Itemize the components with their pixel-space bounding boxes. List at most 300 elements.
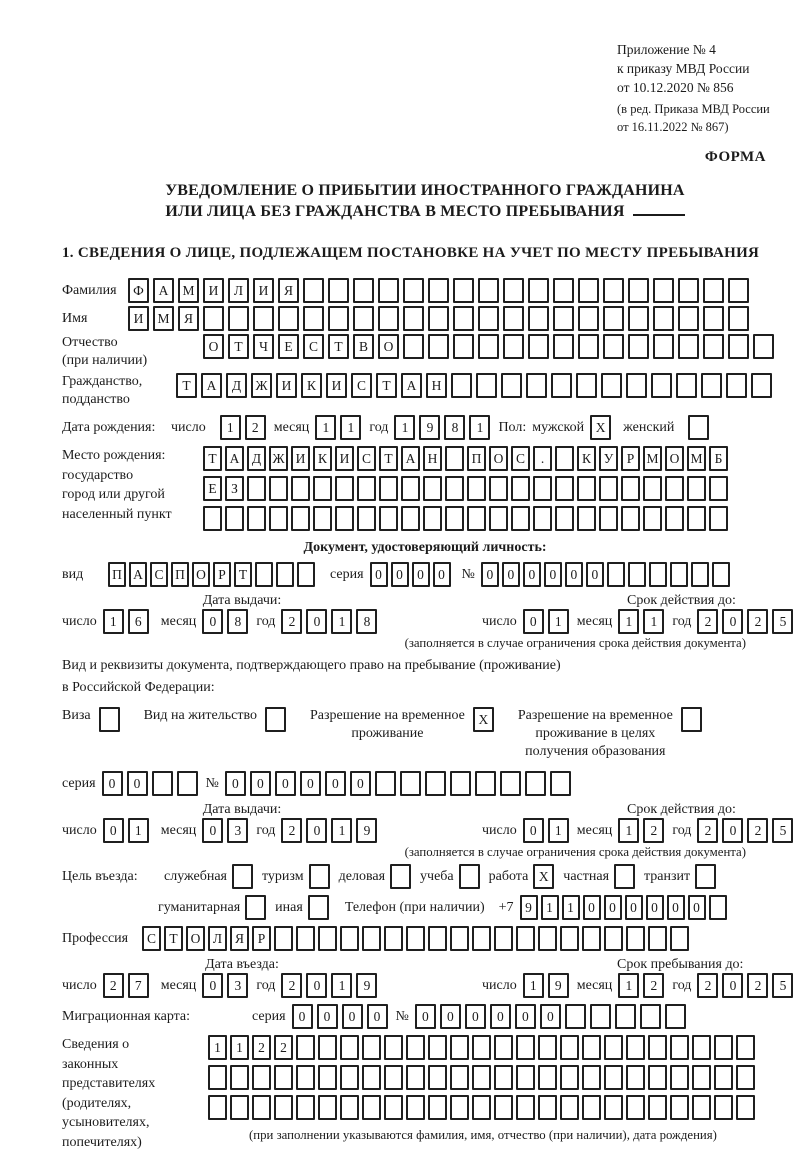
- char-box[interactable]: 8: [444, 415, 465, 440]
- char-box[interactable]: [406, 1095, 425, 1120]
- char-box[interactable]: Т: [203, 446, 222, 471]
- char-box[interactable]: Н: [426, 373, 447, 398]
- char-box[interactable]: Е: [278, 334, 299, 359]
- char-box[interactable]: [503, 334, 524, 359]
- char-box[interactable]: [538, 1065, 557, 1090]
- char-box[interactable]: 0: [433, 562, 451, 587]
- char-box[interactable]: 7: [128, 973, 149, 998]
- char-box[interactable]: [582, 1065, 601, 1090]
- char-box[interactable]: [453, 334, 474, 359]
- char-box[interactable]: [228, 306, 249, 331]
- char-box[interactable]: 2: [281, 973, 302, 998]
- char-box[interactable]: [626, 373, 647, 398]
- char-box[interactable]: 0: [306, 973, 327, 998]
- char-box[interactable]: [472, 1065, 491, 1090]
- char-box[interactable]: С: [303, 334, 324, 359]
- char-box[interactable]: 0: [667, 895, 685, 920]
- char-box[interactable]: О: [665, 446, 684, 471]
- char-box[interactable]: Д: [226, 373, 247, 398]
- char-box[interactable]: [736, 1065, 755, 1090]
- char-box[interactable]: [252, 1095, 271, 1120]
- char-box[interactable]: [255, 562, 273, 587]
- char-box[interactable]: [626, 1095, 645, 1120]
- purpose-other-checkbox[interactable]: [308, 895, 329, 920]
- char-box[interactable]: [406, 926, 425, 951]
- char-box[interactable]: [428, 926, 447, 951]
- char-box[interactable]: 0: [440, 1004, 461, 1029]
- purpose-official-checkbox[interactable]: [232, 864, 253, 889]
- char-box[interactable]: [296, 1095, 315, 1120]
- char-box[interactable]: [313, 476, 332, 501]
- char-box[interactable]: М: [687, 446, 706, 471]
- char-box[interactable]: [553, 334, 574, 359]
- char-box[interactable]: [601, 373, 622, 398]
- char-box[interactable]: [296, 926, 315, 951]
- char-box[interactable]: 0: [300, 771, 321, 796]
- char-box[interactable]: 0: [502, 562, 520, 587]
- permit-valid-year-boxes[interactable]: [697, 818, 793, 843]
- representatives-boxes-row1[interactable]: [208, 1035, 758, 1060]
- char-box[interactable]: О: [192, 562, 210, 587]
- representatives-boxes-row2[interactable]: [208, 1065, 758, 1090]
- char-box[interactable]: [670, 1065, 689, 1090]
- char-box[interactable]: 5: [772, 973, 793, 998]
- char-box[interactable]: 0: [722, 609, 743, 634]
- char-box[interactable]: [621, 476, 640, 501]
- birthplace-boxes-row2[interactable]: [203, 476, 731, 501]
- permit-series-boxes[interactable]: [102, 771, 198, 796]
- char-box[interactable]: [445, 446, 464, 471]
- char-box[interactable]: 0: [127, 771, 148, 796]
- char-box[interactable]: [538, 926, 557, 951]
- char-box[interactable]: 1: [331, 973, 352, 998]
- char-box[interactable]: [428, 1035, 447, 1060]
- char-box[interactable]: М: [178, 278, 199, 303]
- char-box[interactable]: [670, 1095, 689, 1120]
- char-box[interactable]: [425, 771, 446, 796]
- char-box[interactable]: [582, 1095, 601, 1120]
- char-box[interactable]: 2: [747, 973, 768, 998]
- birth-year-boxes[interactable]: [394, 415, 490, 440]
- char-box[interactable]: [453, 306, 474, 331]
- char-box[interactable]: [478, 334, 499, 359]
- char-box[interactable]: М: [153, 306, 174, 331]
- char-box[interactable]: [516, 1095, 535, 1120]
- char-box[interactable]: Е: [203, 476, 222, 501]
- char-box[interactable]: [378, 306, 399, 331]
- char-box[interactable]: [511, 506, 530, 531]
- id-issue-year-boxes[interactable]: [281, 609, 377, 634]
- char-box[interactable]: [665, 506, 684, 531]
- char-box[interactable]: А: [129, 562, 147, 587]
- char-box[interactable]: А: [153, 278, 174, 303]
- stay-year-boxes[interactable]: [697, 973, 793, 998]
- char-box[interactable]: 9: [356, 818, 377, 843]
- char-box[interactable]: [553, 306, 574, 331]
- char-box[interactable]: [751, 373, 772, 398]
- char-box[interactable]: О: [203, 334, 224, 359]
- char-box[interactable]: 0: [490, 1004, 511, 1029]
- char-box[interactable]: 0: [586, 562, 604, 587]
- char-box[interactable]: [576, 373, 597, 398]
- char-box[interactable]: И: [335, 446, 354, 471]
- char-box[interactable]: [467, 476, 486, 501]
- sex-female-checkbox[interactable]: [688, 415, 709, 440]
- char-box[interactable]: Т: [376, 373, 397, 398]
- char-box[interactable]: [362, 1095, 381, 1120]
- char-box[interactable]: [318, 1065, 337, 1090]
- char-box[interactable]: [489, 506, 508, 531]
- char-box[interactable]: 0: [225, 771, 246, 796]
- char-box[interactable]: 0: [306, 818, 327, 843]
- char-box[interactable]: [451, 373, 472, 398]
- char-box[interactable]: 1: [230, 1035, 249, 1060]
- char-box[interactable]: 0: [583, 895, 601, 920]
- char-box[interactable]: 0: [275, 771, 296, 796]
- char-box[interactable]: [640, 1004, 661, 1029]
- char-box[interactable]: [553, 278, 574, 303]
- char-box[interactable]: Л: [208, 926, 227, 951]
- char-box[interactable]: И: [128, 306, 149, 331]
- char-box[interactable]: [177, 771, 198, 796]
- char-box[interactable]: [269, 476, 288, 501]
- char-box[interactable]: [603, 278, 624, 303]
- char-box[interactable]: М: [643, 446, 662, 471]
- char-box[interactable]: Т: [228, 334, 249, 359]
- char-box[interactable]: [403, 278, 424, 303]
- char-box[interactable]: [265, 707, 286, 732]
- char-box[interactable]: [678, 278, 699, 303]
- permit-valid-day-boxes[interactable]: [523, 818, 569, 843]
- char-box[interactable]: [401, 506, 420, 531]
- char-box[interactable]: [423, 506, 442, 531]
- char-box[interactable]: [525, 771, 546, 796]
- permit-valid-month-boxes[interactable]: [618, 818, 664, 843]
- char-box[interactable]: [428, 1095, 447, 1120]
- birth-day-boxes[interactable]: [220, 415, 266, 440]
- char-box[interactable]: С: [150, 562, 168, 587]
- char-box[interactable]: [297, 562, 315, 587]
- stay-month-boxes[interactable]: [618, 973, 664, 998]
- doc-series-boxes[interactable]: [370, 562, 454, 587]
- stay-day-boxes[interactable]: [523, 973, 569, 998]
- char-box[interactable]: [516, 926, 535, 951]
- char-box[interactable]: Ж: [251, 373, 272, 398]
- residence-permit-checkbox[interactable]: [265, 707, 286, 732]
- char-box[interactable]: [649, 562, 667, 587]
- char-box[interactable]: [478, 306, 499, 331]
- birthplace-boxes-row3[interactable]: [203, 506, 731, 531]
- char-box[interactable]: 0: [604, 895, 622, 920]
- char-box[interactable]: И: [276, 373, 297, 398]
- char-box[interactable]: З: [225, 476, 244, 501]
- id-issue-day-boxes[interactable]: [103, 609, 149, 634]
- char-box[interactable]: П: [108, 562, 126, 587]
- char-box[interactable]: [678, 306, 699, 331]
- char-box[interactable]: [450, 1095, 469, 1120]
- char-box[interactable]: 0: [481, 562, 499, 587]
- char-box[interactable]: [303, 278, 324, 303]
- char-box[interactable]: [252, 1065, 271, 1090]
- char-box[interactable]: [353, 278, 374, 303]
- char-box[interactable]: 1: [643, 609, 664, 634]
- char-box[interactable]: [670, 562, 688, 587]
- char-box[interactable]: 2: [643, 818, 664, 843]
- char-box[interactable]: [528, 306, 549, 331]
- char-box[interactable]: П: [171, 562, 189, 587]
- char-box[interactable]: 9: [548, 973, 569, 998]
- char-box[interactable]: [489, 476, 508, 501]
- migcard-number-boxes[interactable]: [415, 1004, 686, 1029]
- char-box[interactable]: [687, 476, 706, 501]
- char-box[interactable]: [340, 1065, 359, 1090]
- char-box[interactable]: 1: [548, 609, 569, 634]
- char-box[interactable]: [621, 506, 640, 531]
- char-box[interactable]: [533, 476, 552, 501]
- char-box[interactable]: И: [203, 278, 224, 303]
- purpose-transit-checkbox[interactable]: [695, 864, 716, 889]
- char-box[interactable]: [526, 373, 547, 398]
- char-box[interactable]: [626, 1065, 645, 1090]
- name-boxes[interactable]: [128, 306, 749, 331]
- char-box[interactable]: [340, 1035, 359, 1060]
- char-box[interactable]: [691, 562, 709, 587]
- char-box[interactable]: 2: [281, 818, 302, 843]
- char-box[interactable]: [577, 476, 596, 501]
- char-box[interactable]: [276, 562, 294, 587]
- char-box[interactable]: 0: [202, 609, 223, 634]
- char-box[interactable]: [692, 1095, 711, 1120]
- char-box[interactable]: [335, 476, 354, 501]
- char-box[interactable]: 0: [350, 771, 371, 796]
- char-box[interactable]: .: [533, 446, 552, 471]
- char-box[interactable]: 1: [103, 609, 124, 634]
- char-box[interactable]: [538, 1035, 557, 1060]
- permit-issue-day-boxes[interactable]: [103, 818, 149, 843]
- char-box[interactable]: 0: [415, 1004, 436, 1029]
- char-box[interactable]: [681, 707, 702, 732]
- char-box[interactable]: [643, 506, 662, 531]
- char-box[interactable]: [516, 1035, 535, 1060]
- char-box[interactable]: [578, 278, 599, 303]
- char-box[interactable]: [403, 334, 424, 359]
- char-box[interactable]: [384, 1095, 403, 1120]
- char-box[interactable]: [423, 476, 442, 501]
- char-box[interactable]: 0: [370, 562, 388, 587]
- permit-number-boxes[interactable]: [225, 771, 571, 796]
- id-valid-year-boxes[interactable]: [697, 609, 793, 634]
- char-box[interactable]: [626, 1035, 645, 1060]
- char-box[interactable]: 2: [747, 609, 768, 634]
- char-box[interactable]: [565, 1004, 586, 1029]
- char-box[interactable]: [703, 334, 724, 359]
- purpose-business-checkbox[interactable]: [390, 864, 411, 889]
- char-box[interactable]: [203, 306, 224, 331]
- char-box[interactable]: 2: [245, 415, 266, 440]
- permit-issue-year-boxes[interactable]: [281, 818, 377, 843]
- char-box[interactable]: X: [590, 415, 611, 440]
- char-box[interactable]: О: [186, 926, 205, 951]
- char-box[interactable]: [318, 1035, 337, 1060]
- char-box[interactable]: [603, 334, 624, 359]
- char-box[interactable]: [670, 1035, 689, 1060]
- char-box[interactable]: [362, 1035, 381, 1060]
- char-box[interactable]: [428, 278, 449, 303]
- char-box[interactable]: [653, 278, 674, 303]
- char-box[interactable]: [709, 895, 727, 920]
- char-box[interactable]: 0: [688, 895, 706, 920]
- char-box[interactable]: 0: [342, 1004, 363, 1029]
- char-box[interactable]: [384, 1035, 403, 1060]
- char-box[interactable]: [384, 1065, 403, 1090]
- char-box[interactable]: [494, 1065, 513, 1090]
- id-issue-month-boxes[interactable]: [202, 609, 248, 634]
- char-box[interactable]: [703, 278, 724, 303]
- char-box[interactable]: К: [301, 373, 322, 398]
- char-box[interactable]: [318, 926, 337, 951]
- char-box[interactable]: X: [533, 864, 554, 889]
- char-box[interactable]: [406, 1035, 425, 1060]
- char-box[interactable]: [688, 415, 709, 440]
- purpose-study-checkbox[interactable]: [459, 864, 480, 889]
- char-box[interactable]: Т: [379, 446, 398, 471]
- char-box[interactable]: [406, 1065, 425, 1090]
- char-box[interactable]: 0: [325, 771, 346, 796]
- char-box[interactable]: X: [473, 707, 494, 732]
- char-box[interactable]: [533, 506, 552, 531]
- char-box[interactable]: [555, 506, 574, 531]
- char-box[interactable]: [728, 278, 749, 303]
- char-box[interactable]: Я: [178, 306, 199, 331]
- char-box[interactable]: Ч: [253, 334, 274, 359]
- char-box[interactable]: [472, 926, 491, 951]
- entry-month-boxes[interactable]: [202, 973, 248, 998]
- char-box[interactable]: 2: [643, 973, 664, 998]
- char-box[interactable]: 0: [722, 818, 743, 843]
- char-box[interactable]: [560, 926, 579, 951]
- char-box[interactable]: 1: [469, 415, 490, 440]
- char-box[interactable]: [676, 373, 697, 398]
- char-box[interactable]: 1: [523, 973, 544, 998]
- char-box[interactable]: 1: [394, 415, 415, 440]
- char-box[interactable]: 1: [331, 818, 352, 843]
- char-box[interactable]: [555, 446, 574, 471]
- citizenship-boxes[interactable]: [176, 373, 772, 398]
- char-box[interactable]: 9: [520, 895, 538, 920]
- char-box[interactable]: Т: [328, 334, 349, 359]
- char-box[interactable]: [599, 476, 618, 501]
- char-box[interactable]: [648, 1035, 667, 1060]
- char-box[interactable]: Р: [252, 926, 271, 951]
- char-box[interactable]: [736, 1095, 755, 1120]
- char-box[interactable]: [550, 771, 571, 796]
- char-box[interactable]: [712, 562, 730, 587]
- char-box[interactable]: 0: [646, 895, 664, 920]
- char-box[interactable]: [232, 864, 253, 889]
- char-box[interactable]: [648, 926, 667, 951]
- char-box[interactable]: [500, 771, 521, 796]
- char-box[interactable]: 0: [412, 562, 430, 587]
- char-box[interactable]: [362, 1065, 381, 1090]
- char-box[interactable]: [379, 476, 398, 501]
- char-box[interactable]: [653, 334, 674, 359]
- purpose-humanitarian-checkbox[interactable]: [245, 895, 266, 920]
- char-box[interactable]: [670, 926, 689, 951]
- char-box[interactable]: [503, 306, 524, 331]
- char-box[interactable]: О: [489, 446, 508, 471]
- char-box[interactable]: [615, 1004, 636, 1029]
- char-box[interactable]: [467, 506, 486, 531]
- char-box[interactable]: 9: [356, 973, 377, 998]
- char-box[interactable]: [626, 926, 645, 951]
- char-box[interactable]: 0: [367, 1004, 388, 1029]
- char-box[interactable]: [230, 1065, 249, 1090]
- char-box[interactable]: Т: [176, 373, 197, 398]
- char-box[interactable]: [560, 1095, 579, 1120]
- char-box[interactable]: [709, 506, 728, 531]
- char-box[interactable]: [604, 1035, 623, 1060]
- char-box[interactable]: [494, 926, 513, 951]
- char-box[interactable]: [692, 1035, 711, 1060]
- char-box[interactable]: Я: [278, 278, 299, 303]
- char-box[interactable]: [274, 1095, 293, 1120]
- char-box[interactable]: 0: [202, 973, 223, 998]
- char-box[interactable]: Ф: [128, 278, 149, 303]
- char-box[interactable]: [528, 278, 549, 303]
- char-box[interactable]: 9: [419, 415, 440, 440]
- char-box[interactable]: [709, 476, 728, 501]
- char-box[interactable]: С: [511, 446, 530, 471]
- char-box[interactable]: С: [351, 373, 372, 398]
- char-box[interactable]: [245, 895, 266, 920]
- char-box[interactable]: К: [577, 446, 596, 471]
- char-box[interactable]: [445, 476, 464, 501]
- char-box[interactable]: [303, 306, 324, 331]
- char-box[interactable]: 6: [128, 609, 149, 634]
- char-box[interactable]: 8: [227, 609, 248, 634]
- char-box[interactable]: 0: [102, 771, 123, 796]
- char-box[interactable]: [678, 334, 699, 359]
- char-box[interactable]: [714, 1065, 733, 1090]
- char-box[interactable]: [291, 506, 310, 531]
- char-box[interactable]: [728, 306, 749, 331]
- char-box[interactable]: [472, 1035, 491, 1060]
- char-box[interactable]: [203, 506, 222, 531]
- temp-residence-checkbox[interactable]: [473, 707, 494, 732]
- char-box[interactable]: 2: [252, 1035, 271, 1060]
- purpose-work-checkbox[interactable]: [533, 864, 554, 889]
- char-box[interactable]: [353, 306, 374, 331]
- char-box[interactable]: Л: [228, 278, 249, 303]
- char-box[interactable]: [604, 1095, 623, 1120]
- char-box[interactable]: 2: [697, 818, 718, 843]
- char-box[interactable]: [555, 476, 574, 501]
- char-box[interactable]: [450, 1035, 469, 1060]
- char-box[interactable]: 1: [618, 818, 639, 843]
- char-box[interactable]: [335, 506, 354, 531]
- char-box[interactable]: 0: [515, 1004, 536, 1029]
- char-box[interactable]: 0: [103, 818, 124, 843]
- char-box[interactable]: 0: [523, 609, 544, 634]
- char-box[interactable]: 0: [292, 1004, 313, 1029]
- char-box[interactable]: А: [201, 373, 222, 398]
- char-box[interactable]: С: [357, 446, 376, 471]
- char-box[interactable]: [476, 373, 497, 398]
- char-box[interactable]: [648, 1095, 667, 1120]
- char-box[interactable]: [516, 1065, 535, 1090]
- char-box[interactable]: Ж: [269, 446, 288, 471]
- char-box[interactable]: [313, 506, 332, 531]
